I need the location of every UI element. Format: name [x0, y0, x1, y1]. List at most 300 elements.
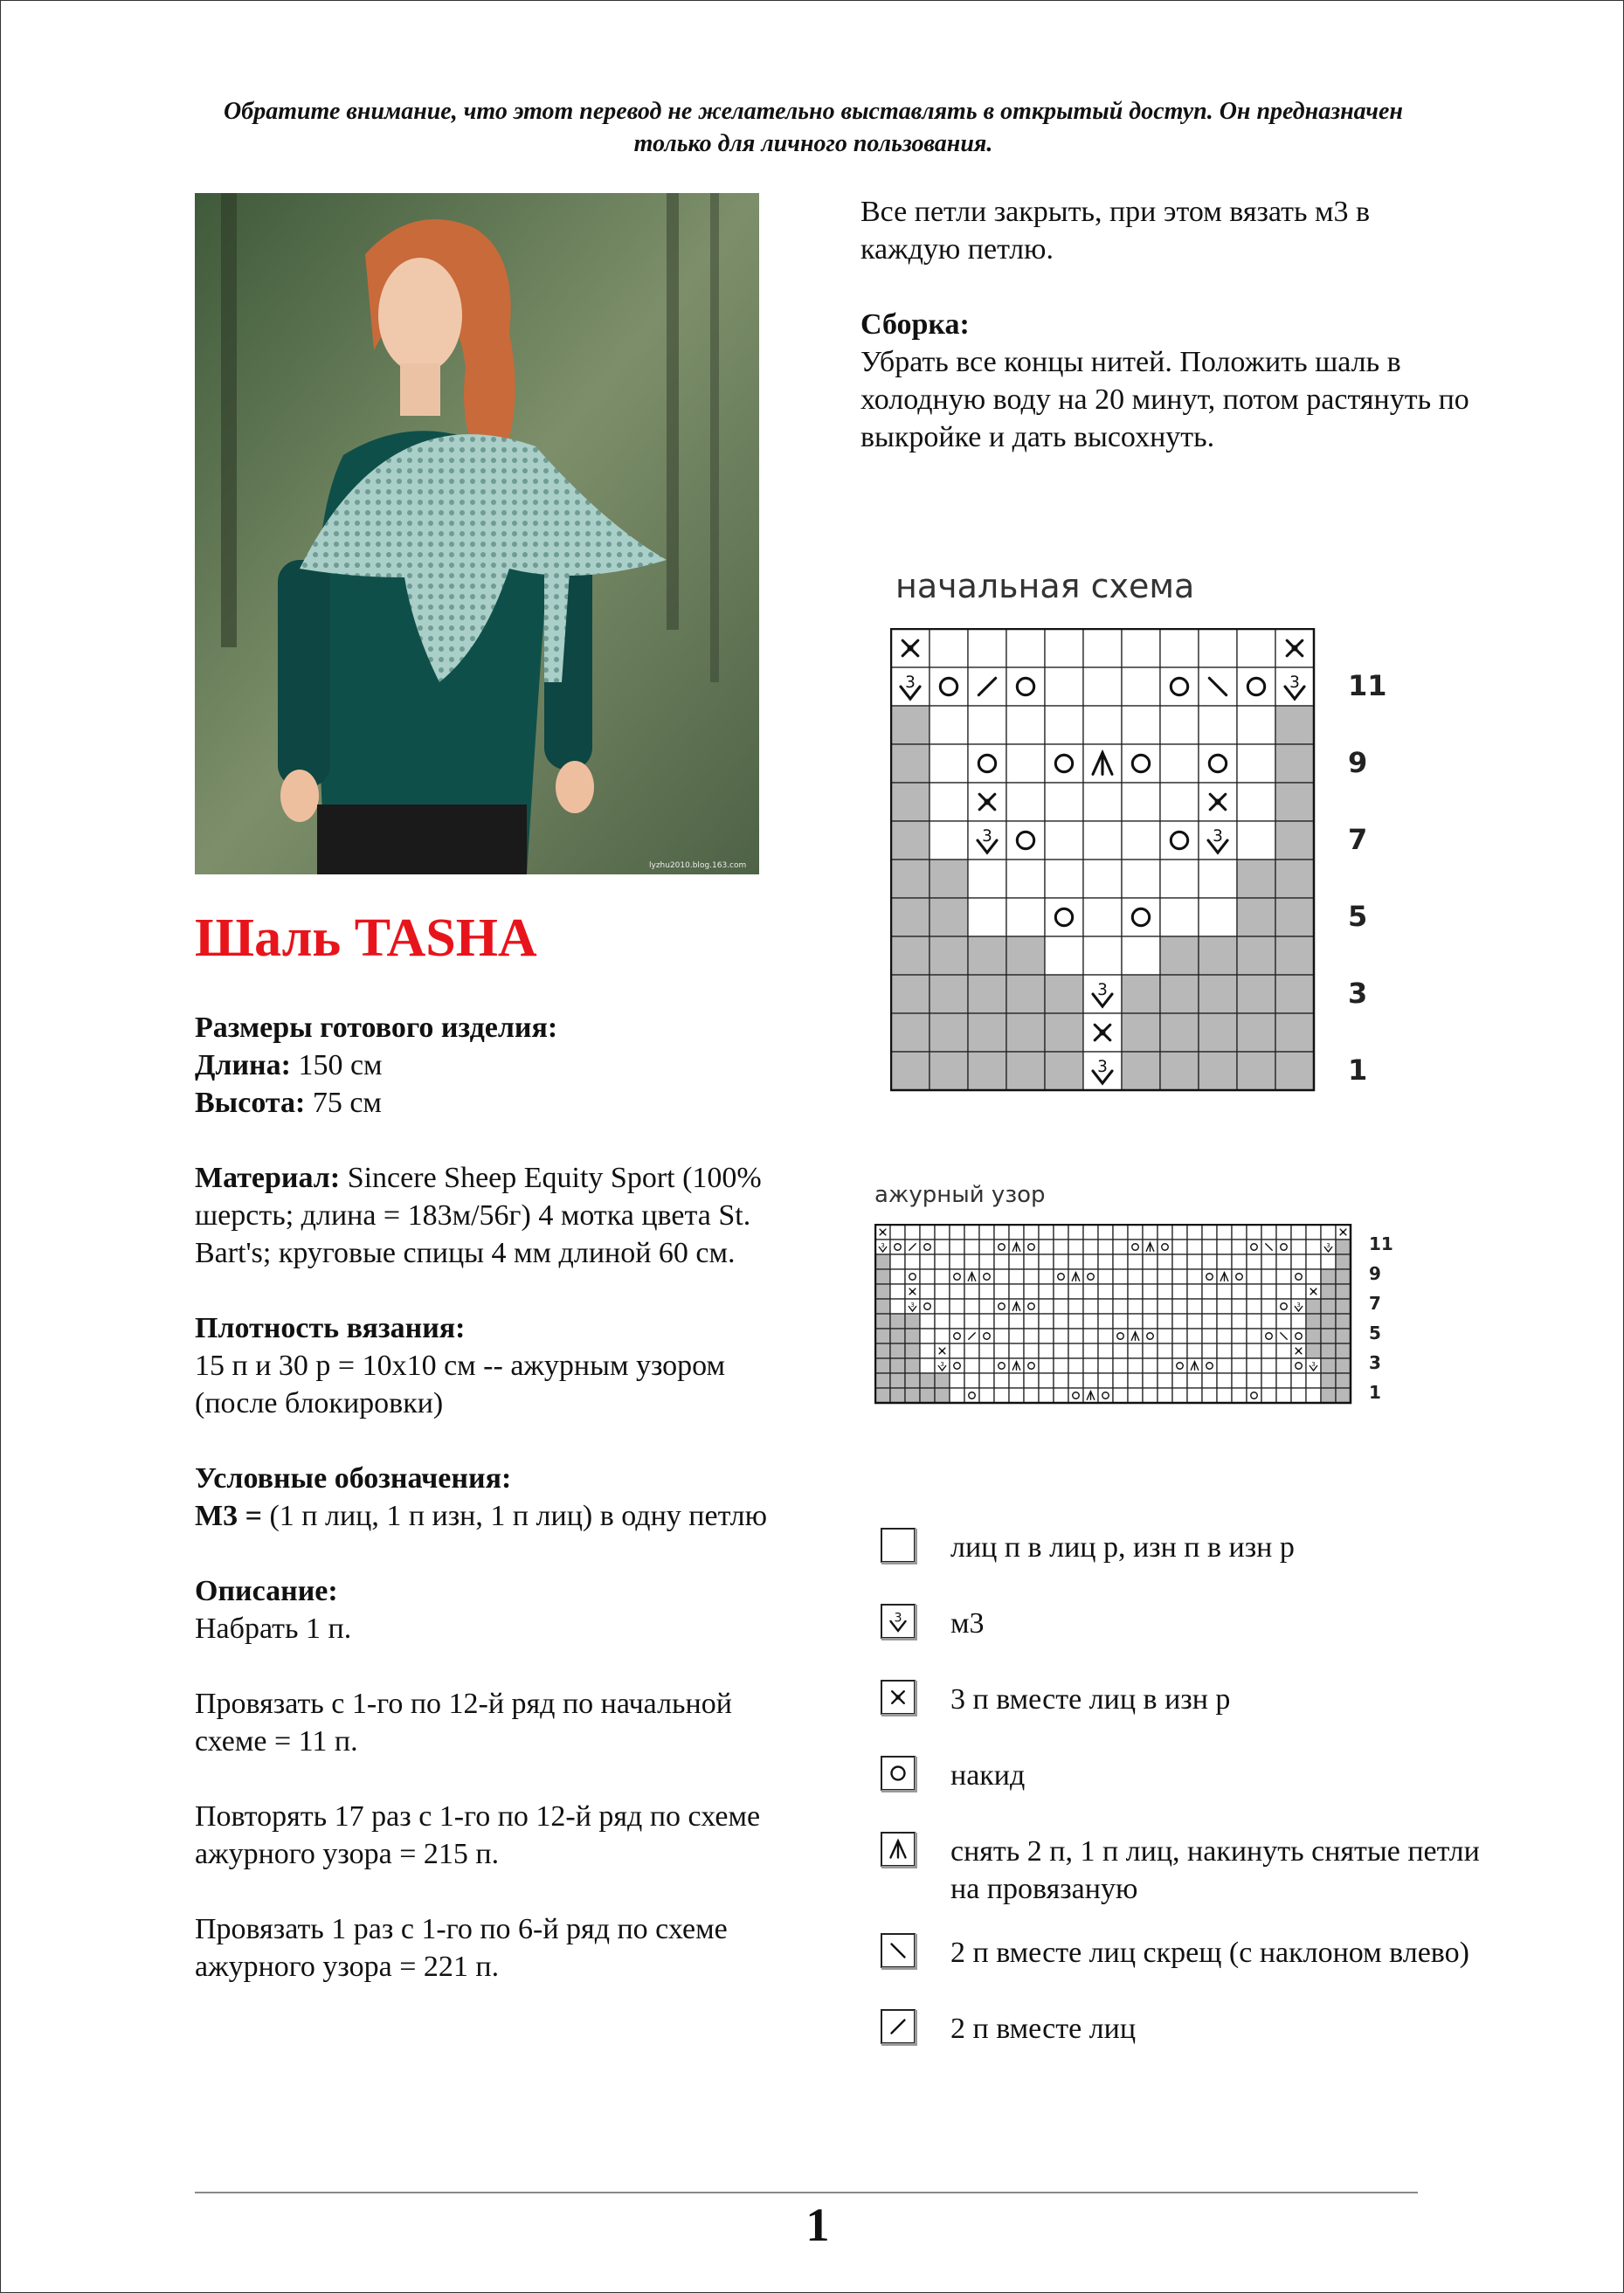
legend-item [879, 1754, 1490, 1806]
chart-cell [1306, 1388, 1321, 1403]
chart-cell [1247, 1284, 1261, 1299]
chart-cell [1158, 1358, 1172, 1373]
chart-cell [920, 1358, 935, 1373]
shawl-title: Шаль TASHA [195, 908, 537, 968]
chart-cell [1232, 1225, 1247, 1240]
chart-cell [935, 1269, 950, 1284]
chart-cell [1172, 1269, 1187, 1284]
chart-cell [1336, 1299, 1351, 1314]
chart-cell [1122, 629, 1160, 667]
legend-item [879, 1678, 1490, 1730]
chart-cell [1054, 1329, 1068, 1343]
chart-cell [1045, 744, 1083, 783]
chart-cell [1306, 1314, 1321, 1329]
description-p1: Набрать 1 п. [195, 1613, 352, 1645]
chart-cell [1122, 975, 1160, 1013]
chart-cell [1113, 1388, 1128, 1403]
chart-cell [890, 1225, 905, 1240]
chart-cell [1068, 1225, 1083, 1240]
height-value: 75 см [312, 1087, 382, 1119]
copyright-notice: Обратите внимание, что этот перевод не желательно выставлять в открытый доступ. Он предназначен только для личного пользования. [224, 98, 1403, 157]
chart-cell [1261, 1373, 1276, 1388]
legend-item-text: 3 п вместе лиц в изн р [950, 1683, 1231, 1716]
chart-cell [1006, 1013, 1045, 1052]
chart-cell [1083, 1358, 1098, 1373]
chart-cell [1098, 1388, 1113, 1403]
chart-cell [1054, 1269, 1068, 1284]
chart-cell [920, 1225, 935, 1240]
chart-cell [935, 1284, 950, 1299]
chart-cell [950, 1299, 964, 1314]
chart-cell [968, 898, 1006, 936]
chart-cell [1336, 1358, 1351, 1373]
chart-cell [1199, 629, 1237, 667]
empty-square-icon [879, 1526, 917, 1564]
chart-cell [979, 1284, 994, 1299]
chart-cell [1232, 1254, 1247, 1269]
chart-cell [1024, 1314, 1039, 1329]
chart-cell [929, 975, 968, 1013]
chart-cell [968, 1013, 1006, 1052]
chart-cell [1054, 1388, 1068, 1403]
chart-cell [1068, 1373, 1083, 1388]
chart-cell [1143, 1225, 1158, 1240]
chart-cell [964, 1373, 979, 1388]
length-label: Длина: [195, 1049, 291, 1081]
chart-cell [1291, 1314, 1306, 1329]
chart-cell [1321, 1225, 1336, 1240]
chart-cell [1122, 936, 1160, 975]
chart-cell [1158, 1373, 1172, 1388]
chart-cell [1128, 1343, 1143, 1358]
chart-cell [1237, 783, 1275, 821]
chart-cell [1232, 1240, 1247, 1254]
chart-cell [875, 1299, 890, 1314]
gauge-text: 15 п и 30 р = 10x10 см -- ажурным узором (после блокировки) [195, 1350, 726, 1419]
chart-cell [1336, 1373, 1351, 1388]
chart-cell [1113, 1269, 1128, 1284]
chart-cell [890, 1314, 905, 1329]
chart-cell [994, 1388, 1009, 1403]
chart-cell [890, 1284, 905, 1299]
chart-cell [1217, 1388, 1232, 1403]
chart-cell [1054, 1373, 1068, 1388]
chart-cell [1237, 744, 1275, 783]
footer-divider [195, 2192, 1418, 2193]
chart-cell [905, 1343, 920, 1358]
chart-cell [875, 1373, 890, 1388]
legend-item-text: лиц п в лиц р, изн п в изн р [950, 1531, 1295, 1564]
chart-cell [1083, 1314, 1098, 1329]
chart-cell [950, 1284, 964, 1299]
chart-cell [1006, 975, 1045, 1013]
svg-text:3: 3 [1213, 826, 1223, 846]
chart-cell [950, 1240, 964, 1254]
chart-cell [1039, 1240, 1054, 1254]
chart-cell [1083, 1329, 1098, 1343]
chart-cell [1217, 1225, 1232, 1240]
chart-cell [1276, 1314, 1291, 1329]
chart-cell [1160, 898, 1199, 936]
chart-cell [1024, 1329, 1039, 1343]
chart-cell [920, 1388, 935, 1403]
chart-cell [1202, 1240, 1217, 1254]
chart-cell [1291, 1284, 1306, 1299]
height-label: Высота: [195, 1087, 306, 1119]
chart-cell [1172, 1314, 1187, 1329]
chart-cell [1247, 1373, 1261, 1388]
chart-cell [1083, 898, 1122, 936]
chart-cell [1276, 1343, 1291, 1358]
chart-cell [964, 1240, 979, 1254]
chart-cell [1045, 706, 1083, 744]
chart-cell [1276, 1358, 1291, 1373]
chart-cell [1006, 667, 1045, 706]
chart-cell [1261, 1254, 1276, 1269]
chart-row-label: 7 [1348, 823, 1368, 856]
chart-cell [1276, 1284, 1291, 1299]
chart-cell [1098, 1240, 1113, 1254]
chart-cell [890, 1388, 905, 1403]
chart-cell [1039, 1254, 1054, 1269]
chart-cell [1172, 1329, 1187, 1343]
chart-cell [1083, 706, 1122, 744]
chart-cell [1276, 1225, 1291, 1240]
chart-cell [890, 1269, 905, 1284]
chart-cell [1158, 1240, 1172, 1254]
m3-icon [879, 1602, 917, 1640]
chart-cell [1113, 1254, 1128, 1269]
chart-cell [1113, 1284, 1128, 1299]
chart-cell [1336, 1284, 1351, 1299]
chart-cell [1217, 1373, 1232, 1388]
chart-cell [1172, 1388, 1187, 1403]
chart-cell [929, 860, 968, 898]
chart-cell [1045, 860, 1083, 898]
chart-cell [1128, 1284, 1143, 1299]
chart-cell [964, 1225, 979, 1240]
chart-cell [1261, 1329, 1276, 1343]
chart-cell [1068, 1240, 1083, 1254]
model-photo [195, 193, 759, 874]
chart-cell [1217, 1329, 1232, 1343]
chart-cell [1024, 1240, 1039, 1254]
chart-cell [1291, 1373, 1306, 1388]
chart-cell [1187, 1254, 1202, 1269]
chart-cell [929, 744, 968, 783]
chart-cell [1232, 1299, 1247, 1314]
chart-cell [1217, 1240, 1232, 1254]
sizes-section [195, 1009, 798, 1122]
chart-cell [1083, 783, 1122, 821]
chart-cell [1321, 1329, 1336, 1343]
chart-cell [920, 1329, 935, 1343]
chart-cell [920, 1240, 935, 1254]
chart-cell [1237, 821, 1275, 860]
chart-cell [1187, 1240, 1202, 1254]
chart-cell [994, 1225, 1009, 1240]
chart-cell [1039, 1314, 1054, 1329]
chart-cell [1045, 1013, 1083, 1052]
chart-cell [1247, 1329, 1261, 1343]
chart-cell [1247, 1254, 1261, 1269]
chart-cell [1202, 1314, 1217, 1329]
chart-cell [1202, 1299, 1217, 1314]
chart-cell [1054, 1254, 1068, 1269]
chart-cell [875, 1329, 890, 1343]
chart-cell [964, 1388, 979, 1403]
chart-cell [1083, 1269, 1098, 1284]
chart-cell [1276, 1269, 1291, 1284]
chart-cell [1187, 1225, 1202, 1240]
chart-cell [1172, 1225, 1187, 1240]
chart-cell [1113, 1373, 1128, 1388]
chart-cell [1054, 1225, 1068, 1240]
chart-cell [1291, 1269, 1306, 1284]
chart-cell [891, 821, 929, 860]
chart-cell [1160, 667, 1199, 706]
chart-cell [950, 1388, 964, 1403]
chart-cell [1024, 1373, 1039, 1388]
chart-cell [935, 1329, 950, 1343]
chart-cell [1187, 1314, 1202, 1329]
chart-cell [1237, 706, 1275, 744]
chart-cell [1321, 1373, 1336, 1388]
chart-cell [1336, 1343, 1351, 1358]
chart-cell [1158, 1329, 1172, 1343]
chart-cell [1068, 1329, 1083, 1343]
chart-cell [1160, 821, 1199, 860]
chart-cell [1336, 1269, 1351, 1284]
chart-cell [968, 744, 1006, 783]
chart-row-label: 1 [1369, 1381, 1381, 1403]
chart-cell [1321, 1254, 1336, 1269]
chart-cell [1009, 1388, 1024, 1403]
chart-cell [1187, 1343, 1202, 1358]
chart-cell [964, 1314, 979, 1329]
m3-term: М3 = [195, 1500, 262, 1532]
chart-cell [1187, 1388, 1202, 1403]
chart-cell [1217, 1343, 1232, 1358]
chart-cell [1160, 860, 1199, 898]
chart-row-label: 9 [1348, 746, 1368, 779]
chart-cell [994, 1314, 1009, 1329]
lace-chart [874, 1224, 1434, 1495]
chart-cell [920, 1254, 935, 1269]
chart-cell [1336, 1388, 1351, 1403]
chart-cell [1009, 1343, 1024, 1358]
svg-text:3: 3 [1097, 1057, 1108, 1076]
chart-cell [1128, 1373, 1143, 1388]
chart-cell [1128, 1269, 1143, 1284]
chart-cell [1202, 1373, 1217, 1388]
chart-cell [994, 1240, 1009, 1254]
assembly-heading: Сборка: [860, 308, 970, 341]
chart-cell [1045, 1052, 1083, 1090]
chart-cell [1006, 860, 1045, 898]
chart-cell [1336, 1254, 1351, 1269]
chart-cell [1247, 1269, 1261, 1284]
chart-cell [875, 1269, 890, 1284]
chart-cell [929, 706, 968, 744]
chart-cell [1160, 706, 1199, 744]
chart-cell [1232, 1269, 1247, 1284]
chart-cell [1237, 975, 1275, 1013]
chart-cell [1276, 1254, 1291, 1269]
chart-cell [1261, 1299, 1276, 1314]
chart-cell [905, 1225, 920, 1240]
chart-cell [1187, 1329, 1202, 1343]
chart-cell [950, 1358, 964, 1373]
chart-cell [1275, 860, 1314, 898]
svg-text:lyzhu2010.blog.163.com: lyzhu2010.blog.163.com [649, 861, 747, 870]
chart-cell [1199, 975, 1237, 1013]
chart-cell [1143, 1299, 1158, 1314]
chart-cell [968, 860, 1006, 898]
chart-cell [905, 1388, 920, 1403]
gauge-heading: Плотность вязания: [195, 1312, 466, 1344]
chart-cell [1083, 1225, 1098, 1240]
chart-cell [1068, 1299, 1083, 1314]
chart-cell [1275, 975, 1314, 1013]
chart-cell [1158, 1284, 1172, 1299]
left-column [195, 1009, 798, 2023]
chart-cell [920, 1314, 935, 1329]
chart-cell [1160, 936, 1199, 975]
chart-cell [1172, 1358, 1187, 1373]
chart-cell [1113, 1299, 1128, 1314]
chart-cell [1143, 1373, 1158, 1388]
chart-cell [968, 1052, 1006, 1090]
chart-cell [1024, 1269, 1039, 1284]
chart-cell [1336, 1314, 1351, 1329]
length-value: 150 см [298, 1049, 383, 1081]
legend-item [879, 2007, 1490, 2060]
svg-text:3: 3 [905, 673, 916, 692]
chart-cell [1039, 1329, 1054, 1343]
chart-cell [1275, 1013, 1314, 1052]
chart-cell [1321, 1358, 1336, 1373]
chart-cell [1158, 1269, 1172, 1284]
chart-cell [1237, 936, 1275, 975]
chart-cell [1275, 898, 1314, 936]
chart-cell [905, 1329, 920, 1343]
chart-cell [1122, 821, 1160, 860]
chart-cell [1113, 1225, 1128, 1240]
chart-cell [1113, 1343, 1128, 1358]
chart-cell [1083, 1254, 1098, 1269]
chart-cell [1128, 1314, 1143, 1329]
svg-text:3: 3 [881, 1240, 885, 1249]
chart-cell [1083, 1299, 1098, 1314]
chart-row-label: 9 [1369, 1262, 1381, 1284]
chart-cell [1232, 1329, 1247, 1343]
chart-cell [891, 975, 929, 1013]
chart-cell [1054, 1240, 1068, 1254]
chart-cell [1006, 783, 1045, 821]
chart-cell [1291, 1225, 1306, 1240]
chart-cell [1158, 1225, 1172, 1240]
chart-cell [950, 1254, 964, 1269]
chart-cell [1187, 1373, 1202, 1388]
chart-cell [964, 1254, 979, 1269]
chart-cell [1128, 1225, 1143, 1240]
chart-cell [1128, 1254, 1143, 1269]
chart-cell [891, 898, 929, 936]
chart-cell [1113, 1358, 1128, 1373]
chart-cell [979, 1240, 994, 1254]
chart-cell [1237, 1052, 1275, 1090]
chart-cell [1232, 1284, 1247, 1299]
svg-text:3: 3 [1289, 673, 1300, 692]
chart-cell [1122, 706, 1160, 744]
chart-cell [1128, 1358, 1143, 1373]
chart-cell [1172, 1373, 1187, 1388]
initial-chart [890, 628, 1414, 1100]
chart-cell [935, 1225, 950, 1240]
chart-cell [1247, 1225, 1261, 1240]
page-number: 1 [805, 2199, 830, 2251]
chart-row-label: 3 [1369, 1351, 1381, 1373]
chart-cell [920, 1373, 935, 1388]
chart-cell [890, 1358, 905, 1373]
svg-text:3: 3 [894, 1611, 902, 1626]
chart-cell [1276, 1240, 1291, 1254]
chart-cell [1113, 1314, 1128, 1329]
chart-cell [1122, 667, 1160, 706]
chart-cell [1321, 1269, 1336, 1284]
chart-cell [1237, 898, 1275, 936]
chart-cell [964, 1299, 979, 1314]
chart-cell [1143, 1358, 1158, 1373]
chart-cell [1045, 898, 1083, 936]
chart-cell [1009, 1373, 1024, 1388]
chart-cell [968, 975, 1006, 1013]
material-label: Материал: [195, 1162, 341, 1194]
chart-cell [1172, 1299, 1187, 1314]
chart-cell [1261, 1388, 1276, 1403]
assembly-section [860, 306, 1472, 456]
chart-cell [1232, 1358, 1247, 1373]
chart-cell [1113, 1329, 1128, 1343]
chart-row-label: 5 [1369, 1322, 1381, 1343]
chart-cell [1187, 1269, 1202, 1284]
chart-cell [1217, 1358, 1232, 1373]
chart-cell [1275, 783, 1314, 821]
chart-cell [890, 1373, 905, 1388]
right-column [860, 193, 1472, 494]
chart-cell [905, 1254, 920, 1269]
chart-cell [1128, 1240, 1143, 1254]
description-p2: Провязать с 1-го по 12-й ряд по начальной схеме = 11 п. [195, 1688, 732, 1758]
chart-cell [1083, 1373, 1098, 1388]
chart-cell [1199, 936, 1237, 975]
chart-cell [1261, 1225, 1276, 1240]
chart-cell [1172, 1240, 1187, 1254]
chart-cell [1261, 1314, 1276, 1329]
chart-cell [1306, 1269, 1321, 1284]
chart-cell [1306, 1254, 1321, 1269]
chart-cell [1232, 1388, 1247, 1403]
chart-cell [905, 1373, 920, 1388]
chart-cell [929, 936, 968, 975]
chart-cell [1122, 860, 1160, 898]
chart-cell [920, 1269, 935, 1284]
chart-cell [1261, 1269, 1276, 1284]
chart-cell [994, 1254, 1009, 1269]
chart-cell [1199, 898, 1237, 936]
chart-cell [1068, 1388, 1083, 1403]
